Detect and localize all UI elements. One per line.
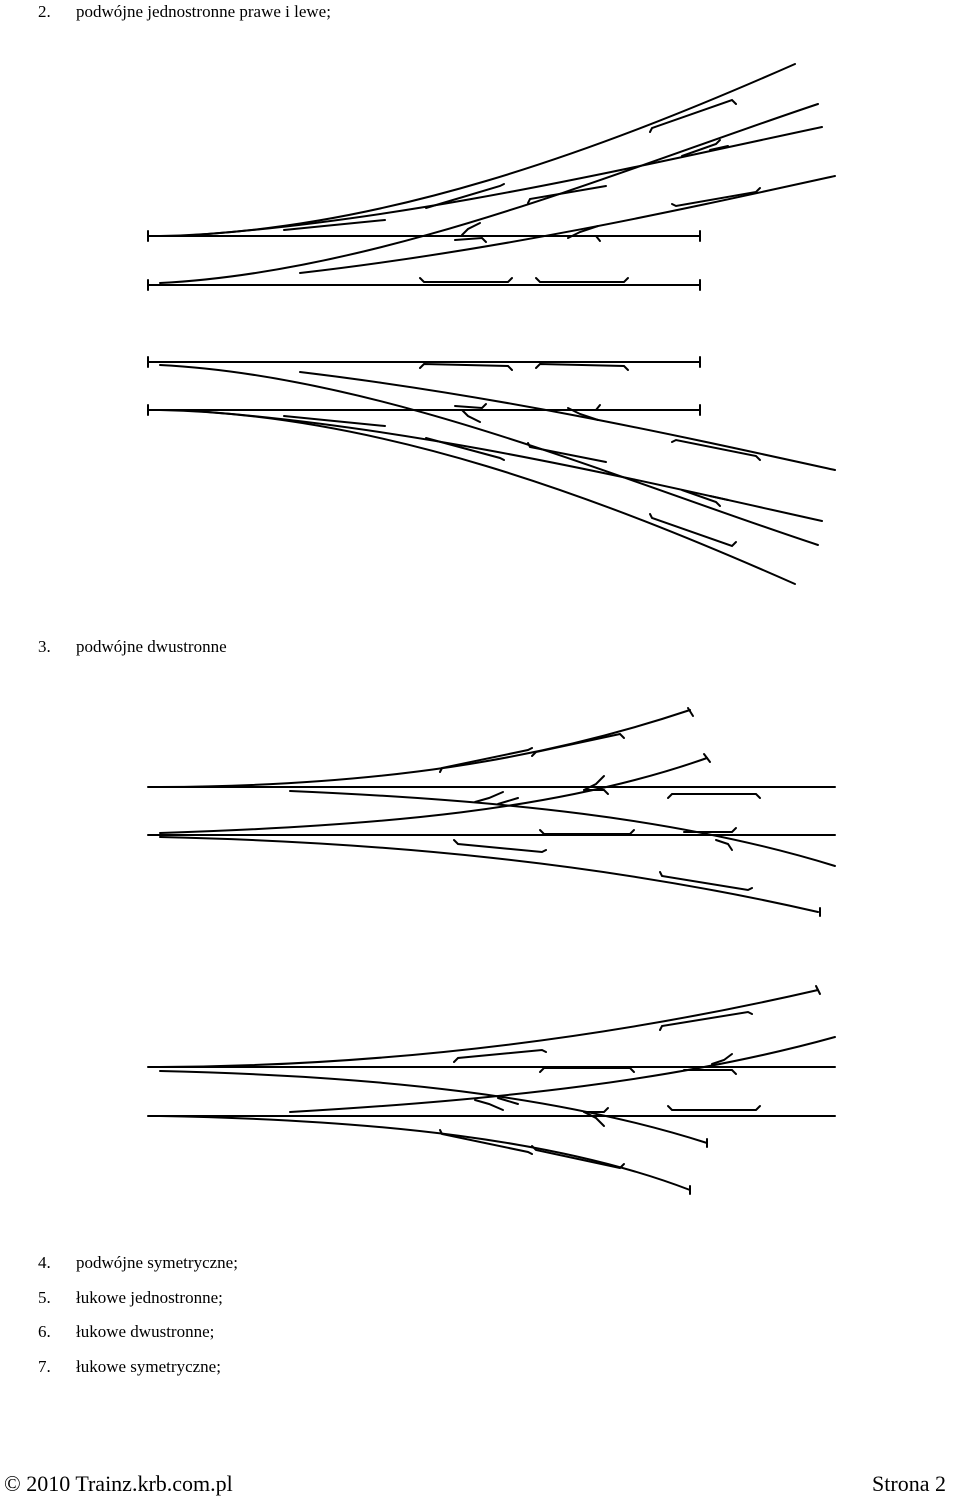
diagram-double-right-turnout (0, 55, 960, 300)
section-2-heading (38, 2, 331, 22)
list-item (38, 1315, 238, 1350)
guard-rails (440, 1012, 760, 1168)
guard-rails (440, 734, 760, 890)
list-item-number: 7. (38, 1356, 51, 1376)
page-footer (0, 1470, 960, 1498)
list-item-text: łukowe symetryczne; (76, 1356, 221, 1376)
section-title: podwójne dwustronne (76, 637, 227, 656)
list-item-text: łukowe jednostronne; (76, 1287, 223, 1307)
list-item-number: 6. (38, 1322, 51, 1341)
section-title: podwójne jednostronne prawe i lewe; (76, 2, 331, 21)
section-number: 2. (38, 2, 51, 21)
turnout-type-list (38, 1246, 238, 1384)
page-number: Strona 2 (872, 1471, 946, 1496)
section-number: 3. (38, 637, 51, 656)
section-3-heading (38, 637, 227, 657)
list-item-number: 5. (38, 1287, 51, 1307)
list-item-text: łukowe dwustronne; (76, 1322, 215, 1341)
list-item (38, 1281, 238, 1316)
track-lines (148, 708, 835, 916)
guard-rails (284, 364, 760, 546)
track-lines (148, 986, 835, 1194)
list-item (38, 1350, 238, 1385)
diagram-double-two-sided-turnout (0, 700, 960, 925)
track-lines (148, 64, 835, 290)
list-item (38, 1246, 238, 1281)
diagram-double-left-turnout (0, 350, 960, 590)
list-item-number: 4. (38, 1253, 51, 1272)
guard-rails (284, 100, 760, 282)
list-item-text: podwójne symetryczne; (76, 1253, 238, 1272)
diagram-double-symmetrical-turnout (0, 980, 960, 1200)
copyright-notice: © 2010 Trainz.krb.com.pl (4, 1471, 233, 1496)
track-lines (148, 357, 835, 584)
